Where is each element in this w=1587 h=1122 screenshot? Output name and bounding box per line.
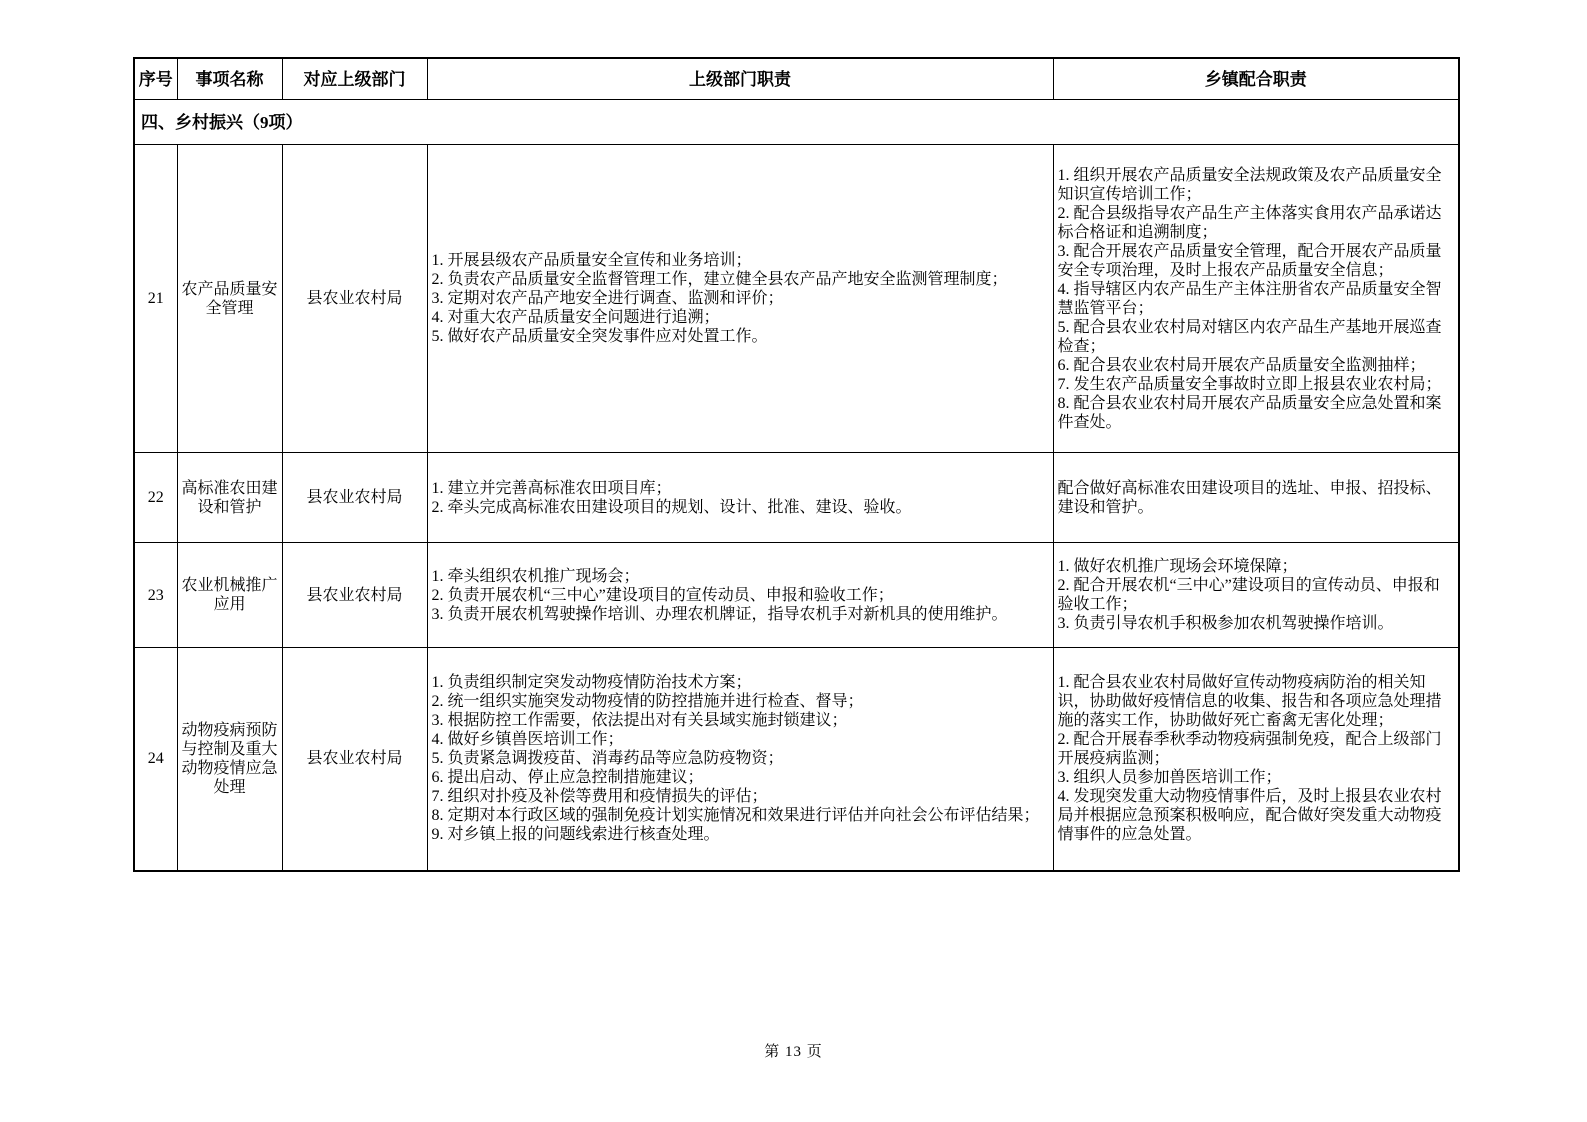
duty-item: 2. 负责农产品质量安全监督管理工作，建立健全县农产品产地安全监测管理制度； <box>431 271 1008 288</box>
row-superior-duties <box>427 648 1053 871</box>
row-superior-dept: 县农业农村局 <box>282 543 427 648</box>
duty-item: 3. 配合开展农产品质量安全管理，配合开展农产品质量安全专项治理，及时上报农产品质量安全信息； <box>1057 242 1442 279</box>
duty-item: 1. 建立并完善高标准农田项目库； <box>431 479 672 497</box>
responsibility-table <box>133 57 1460 872</box>
duty-item: 3. 负责开展农机驾驶操作培训、办理农机牌证，指导农机手对新机具的使用维护。 <box>431 605 1008 623</box>
duty-item: 8. 定期对本行政区域的强制免疫计划实施情况和效果进行评估并向社会公布评估结果； <box>431 807 1040 825</box>
duty-item: 2. 配合开展农机“三中心”建设项目的宣传动员、申报和验收工作； <box>1057 577 1440 613</box>
row-township-duties <box>1053 145 1459 453</box>
duty-item: 3. 定期对农产品产地安全进行调查、监测和评价； <box>431 290 784 307</box>
table-row <box>134 648 1459 871</box>
duty-item: 2. 配合开展春季秋季动物疫病强制免疫，配合上级部门开展疫病监测； <box>1057 731 1442 768</box>
row-superior-duties <box>427 543 1053 648</box>
duty-item: 8. 配合县农业农村局开展农产品质量安全应急处置和案件查处。 <box>1057 394 1442 431</box>
row-superior-duties <box>427 145 1053 453</box>
duty-item: 5. 做好农产品质量安全突发事件应对处置工作。 <box>431 328 768 345</box>
header-row <box>134 58 1459 100</box>
col-header-seq: 序号 <box>134 58 177 100</box>
duty-item: 2. 牵头完成高标准农田建设项目的规划、设计、批准、建设、验收。 <box>431 498 912 516</box>
document-page <box>133 57 1458 872</box>
row-superior-duties <box>427 453 1053 543</box>
row-item-name: 农产品质量安全管理 <box>177 145 282 453</box>
row-seq: 22 <box>134 453 177 543</box>
duty-item: 1. 组织开展农产品质量安全法规政策及农产品质量安全知识宣传培训工作； <box>1057 166 1442 203</box>
duty-item: 2. 统一组织实施突发动物疫情的防控措施并进行检查、督导； <box>431 693 864 711</box>
page-number: 第 13 页 <box>764 1044 823 1060</box>
col-header-township-duties: 乡镇配合职责 <box>1053 58 1459 100</box>
duty-item: 2. 配合县级指导农产品生产主体落实食用农产品承诺达标合格证和追溯制度； <box>1057 204 1442 241</box>
row-superior-dept: 县农业农村局 <box>282 453 427 543</box>
col-header-superior-duties: 上级部门职责 <box>427 58 1053 100</box>
row-seq: 23 <box>134 543 177 648</box>
duty-item: 6. 配合县农业农村局开展农产品质量安全监测抽样； <box>1057 356 1426 374</box>
row-township-duties <box>1053 648 1459 871</box>
row-superior-dept: 县农业农村局 <box>282 145 427 453</box>
duty-item: 9. 对乡镇上报的问题线索进行核查处理。 <box>431 826 720 844</box>
row-township-duties <box>1053 543 1459 648</box>
duty-item: 1. 配合县农业农村局做好宣传动物疫病防治的相关知识，协助做好疫情信息的收集、报告和各项应急处理措施的落实工作，协助做好死亡畜禽无害化处理； <box>1057 674 1442 730</box>
duty-item: 5. 配合县农业农村局对辖区内农产品生产基地开展巡查检查； <box>1057 318 1442 355</box>
duty-item: 7. 组织对扑疫及补偿等费用和疫情损失的评估； <box>431 788 768 806</box>
section-title: 四、乡村振兴（9项） <box>134 100 1459 145</box>
col-header-item-name: 事项名称 <box>177 58 282 100</box>
col-header-superior-dept: 对应上级部门 <box>282 58 427 100</box>
duty-item: 3. 根据防控工作需要，依法提出对有关县域实施封锁建议； <box>431 712 848 730</box>
row-item-name: 动物疫病预防与控制及重大动物疫情应急处理 <box>177 648 282 871</box>
duty-item: 1. 开展县级农产品质量安全宣传和业务培训； <box>431 252 752 269</box>
duty-item: 7. 发生农产品质量安全事故时立即上报县农业农村局； <box>1057 375 1442 393</box>
table-row <box>134 543 1459 648</box>
row-seq: 24 <box>134 648 177 871</box>
section-row <box>134 100 1459 145</box>
duty-item: 6. 提出启动、停止应急控制措施建议； <box>431 769 704 787</box>
duty-item: 1. 牵头组织农机推广现场会； <box>431 567 640 585</box>
duty-item: 1. 负责组织制定突发动物疫情防治技术方案； <box>431 674 752 692</box>
duty-item: 3. 组织人员参加兽医培训工作； <box>1057 769 1282 787</box>
duty-item: 3. 负责引导农机手积极参加农机驾驶操作培训。 <box>1057 615 1394 632</box>
row-item-name: 高标准农田建设和管护 <box>177 453 282 543</box>
row-township-duties <box>1053 453 1459 543</box>
duty-item: 4. 做好乡镇兽医培训工作； <box>431 731 624 749</box>
duty-item: 2. 负责开展农机“三中心”建设项目的宣传动员、申报和验收工作； <box>431 586 894 604</box>
row-item-name: 农业机械推广应用 <box>177 543 282 648</box>
duty-item: 5. 负责紧急调拨疫苗、消毒药品等应急防疫物资； <box>431 750 784 768</box>
table-row <box>134 145 1459 453</box>
row-seq: 21 <box>134 145 177 453</box>
duty-item: 4. 对重大农产品质量安全问题进行追溯； <box>431 309 720 326</box>
duty-item: 1. 做好农机推广现场会环境保障； <box>1057 558 1298 575</box>
duty-item: 配合做好高标准农田建设项目的选址、申报、招投标、建设和管护。 <box>1057 479 1442 516</box>
row-superior-dept: 县农业农村局 <box>282 648 427 871</box>
duty-item: 4. 发现突发重大动物疫情事件后，及时上报县农业农村局并根据应急预案积极响应，配合做好突发重大动物疫情事件的应急处置。 <box>1057 788 1442 844</box>
duty-item: 4. 指导辖区内农产品生产主体注册省农产品质量安全智慧监管平台； <box>1057 280 1442 317</box>
table-row <box>134 453 1459 543</box>
